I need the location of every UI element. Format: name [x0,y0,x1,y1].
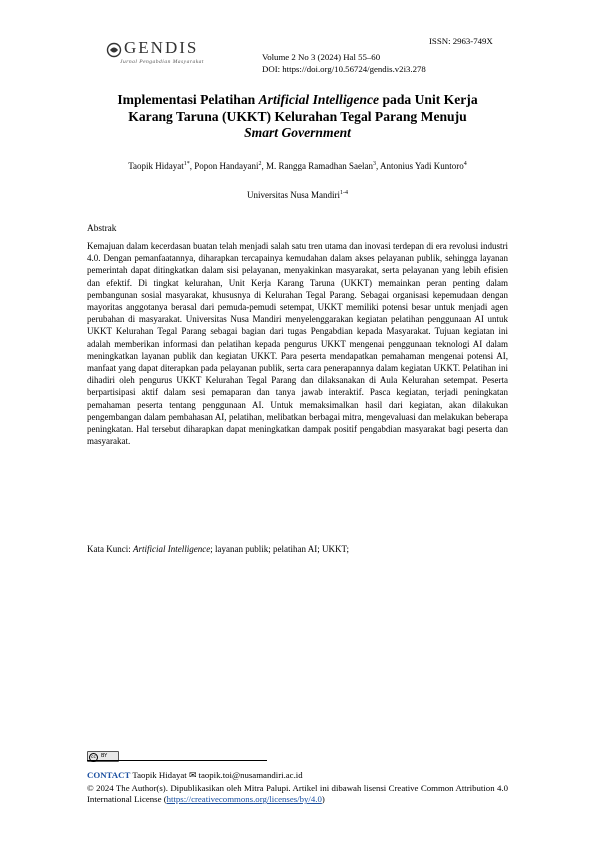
affiliation: Universitas Nusa Mandiri$^{1-4}$ [247,190,348,200]
abstract-text: Kemajuan dalam kecerdasan buatan telah menjadi salah satu tren utama dan inovasi terdepan di era revolusi industri 4.0. Dengan pemanfaatannya, diharapkan tercapainya kemudahan dalam akses pelayanan publik, sehingga layanan pemerintah dapat ditingkatkan dalam sisi pelayanan, menyakinkan masyarakat, serta pelayanan yang lebih efisien dan efektif. Di tingkat kelurahan, Unit Kerja Karang Taruna (UKKT) memainkan peran penting dalam pembangunan sosial masyarakat, khususnya di Kelurahan Tegal Parang. Sebagai organisasi kepemudaan dengan mayoritas anggotanya berasal dari pemuda-pemudi setempat, UKKT memiliki potensi besar untuk menjadi agen perubahan di masyarakat. Universitas Nusa Mandiri menyelenggarakan kegiatan pelatihan penggunaan AI untuk UKKT Kelurahan Tegal Parang sebagai bagian dari tugas Pengabdian kepada Masyarakat. Tujuan kegiatan ini adalah memberikan informasi dan pelatihan kepada pengurus UKKT mengenai penggunaan teknologi AI dalam meningkatkan layanan publik dan kegiatan UKKT. Para peserta mendapatkan pemahaman mengenai potensi AI, manfaat yang dapat diterapkan pada pelayanan publik, serta cara penerapannya dalam kegiatan UKKT. Pelatihan ini dihadiri oleh pengurus UKKT Kelurahan Tegal Parang dan dilaksanakan di Aula Kelurahan setempat. Peserta berpartisipasi aktif dalam sesi pemaparan dan tanya jawab interaktif. Pasca kegiatan, terjadi peningkatan pemahaman peserta tentang penggunaan AI. Untuk memaksimalkan hasil dari kegiatan, akan dilakukan pengembangan dalam pembahasan AI, pelatihan, melibatkan berbagai mitra, mengevaluasi dan melakukan beberapa peningkatan. Hal tersebut diharapkan dapat meningkatkan dampak positif pengabdian masyarakat bagi peserta dan masyarakat. [87,241,508,447]
keywords: Kata Kunci: Artificial Intelligence; layanan publik; pelatihan AI; UKKT; [87,544,349,554]
gendis-logo-icon [106,42,122,58]
abstract-heading: Abstrak [87,224,117,234]
volume-info: Volume 2 No 3 (2024) Hal 55–60 [262,52,381,62]
contact-label: CONTACT [87,770,131,780]
logo-tagline: Jurnal Pengabdian Masyarakat [120,59,204,65]
footnote-divider [87,760,267,761]
envelope-icon: ✉ [188,770,197,780]
creative-commons-icon: cc [89,753,98,762]
author-list: Taopik Hidayat$^{1*}$, Popon Handayani$^2$, M. Rangga Ramadhan Saelan$^3$, Antonius Yadi Kuntoro$^4$ [128,161,467,171]
license-text: © 2024 The Author(s). Dipublikasikan oleh Mitra Palupi. Artikel ini dibawah lisensi Creative Common Attribution 4.0 International License (https://creativecommons.org/licenses/by/4.0) [87,783,508,805]
article-title: Implementasi Pelatihan Artificial Intelligence pada Unit Kerja Karang Taruna (UKKT) Kelurahan Tegal Parang Menuju Smart Government [117,92,478,140]
contact-email[interactable]: taopik.toi@nusamandiri.ac.id [196,770,303,780]
journal-logo [106,38,246,72]
doi-link[interactable]: DOI: https://doi.org/10.56724/gendis.v2i3.278 [262,64,426,74]
contact-line [87,770,303,781]
issn: ISSN: 2963-749X [429,36,493,46]
cc-by-label: BY [101,753,108,759]
logo-wordmark: GENDIS [124,38,199,57]
contact-name: Taopik Hidayat [130,770,189,780]
license-link[interactable]: https://creativecommons.org/licenses/by/4.0 [166,794,322,805]
